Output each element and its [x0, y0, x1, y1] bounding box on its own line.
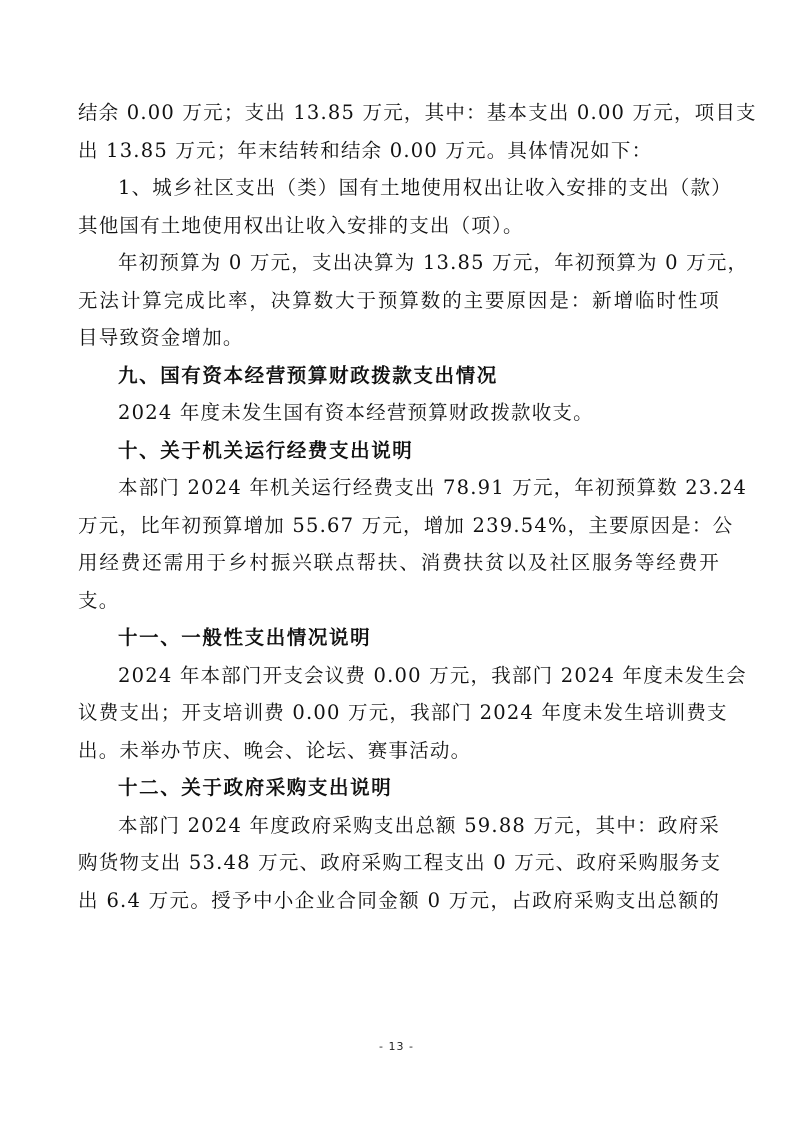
document-page	[78, 94, 757, 919]
section-heading-12: 十二、关于政府采购支出说明	[118, 776, 393, 799]
paragraph-line: 购货物支出 53.48 万元、政府采购工程支出 0 万元、政府采购服务支	[78, 851, 722, 874]
paragraph-line: 本部门 2024 年机关运行经费支出 78.91 万元，年初预算数 23.24	[118, 476, 748, 499]
paragraph-line: 议费支出；开支培训费 0.00 万元，我部门 2024 年度未发生培训费支	[78, 701, 728, 724]
section-heading-10: 十、关于机关运行经费支出说明	[118, 438, 414, 462]
paragraph-line: 目导致资金增加。	[78, 326, 244, 349]
paragraph-line: 无法计算完成比率，决算数大于预算数的主要原因是：新增临时性项	[78, 288, 720, 312]
paragraph-line: 出。未举办节庆、晚会、论坛、赛事活动。	[78, 738, 472, 762]
paragraph-line: 2024 年本部门开支会议费 0.00 万元，我部门 2024 年度未发生会	[118, 663, 747, 687]
section-heading-9: 九、国有资本经营预算财政拨款支出情况	[118, 363, 498, 387]
section-heading-11: 十一、一般性支出情况说明	[118, 626, 372, 649]
paragraph-line: 用经费还需用于乡村振兴联点帮扶、消费扶贫以及社区服务等经费开	[78, 551, 720, 574]
paragraph-line: 本部门 2024 年度政府采购支出总额 59.88 万元，其中：政府采	[118, 813, 720, 837]
page-number: - 13 -	[379, 1040, 414, 1053]
paragraph-line: 1、城乡社区支出（类）国有土地使用权出让收入安排的支出（款）	[118, 176, 732, 199]
paragraph-line: 结余 0.00 万元；支出 13.85 万元，其中：基本支出 0.00 万元，项目支	[78, 101, 757, 124]
paragraph-line: 出 13.85 万元；年末结转和结余 0.00 万元。具体情况如下：	[78, 138, 653, 162]
paragraph-line: 出 6.4 万元。授予中小企业合同金额 0 万元，占政府采购支出总额的	[78, 888, 720, 912]
paragraph-line: 其他国有土地使用权出让收入安排的支出（项）。	[78, 213, 524, 237]
paragraph-line: 2024 年度未发生国有资本经营预算财政拨款收支。	[118, 401, 594, 424]
paragraph-line: 年初预算为 0 万元，支出决算为 13.85 万元，年初预算为 0 万元，	[118, 251, 749, 274]
paragraph-line: 万元，比年初预算增加 55.67 万元，增加 239.54%，主要原因是：公	[78, 513, 734, 537]
paragraph-line: 支。	[78, 588, 120, 612]
